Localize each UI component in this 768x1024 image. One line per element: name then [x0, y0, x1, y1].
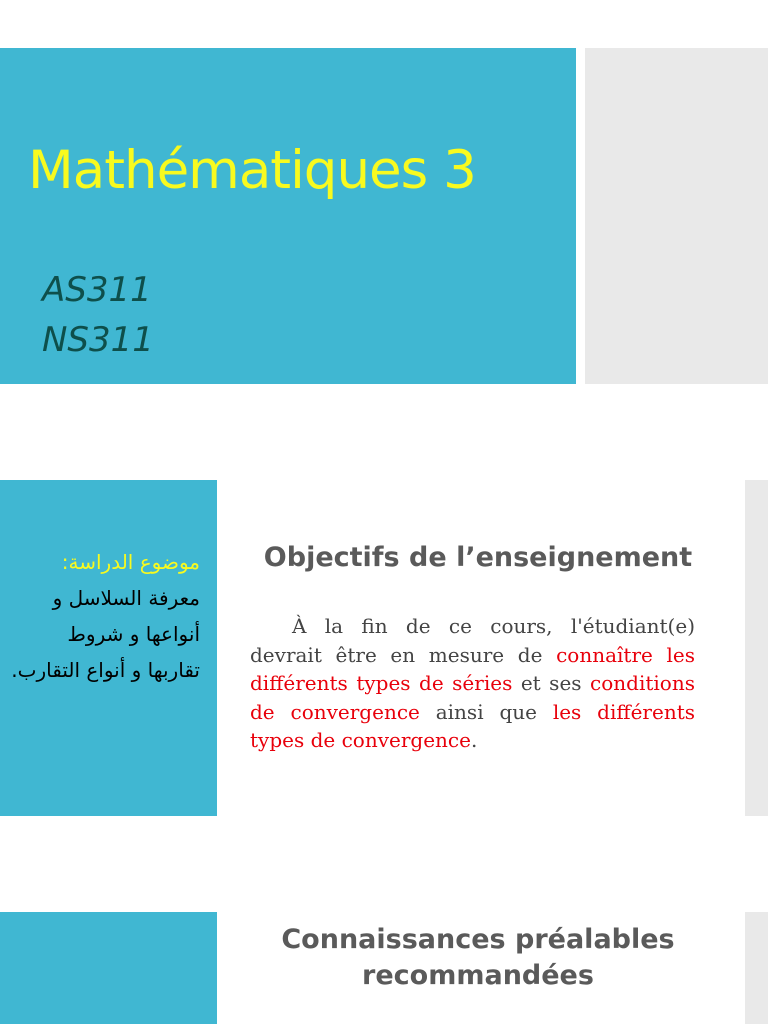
course-title: Mathématiques 3 [28, 140, 476, 201]
objectives-highlight-convergence-conditions: conditions de convergence [250, 671, 695, 724]
arabic-study-topic [10, 544, 200, 688]
objectives-highlight-convergence-types: les différents types de convergence [250, 699, 696, 752]
course-code-1: AS311 [42, 270, 152, 310]
arabic-topic-body: معرفة السلاسل و أنواعها و شروط تقاربها و أنواع التقارب. [11, 586, 200, 682]
objectives-heading: Objectifs de l’enseignement [263, 542, 693, 573]
objectives-text-part4: . [470, 728, 478, 752]
objectives-slide-side-panel [745, 480, 768, 816]
arabic-topic-label: موضوع الدراسة: [61, 550, 200, 574]
course-code-2: NS311 [42, 320, 154, 360]
prerequisites-slide-side-panel [745, 912, 768, 1024]
objectives-text-part1: À la fin de ce cours, l'étudiant(e) devrait être en mesure de [250, 614, 695, 667]
objectives-text-part2: et ses [512, 671, 591, 695]
prerequisites-heading: Connaissances préalables recommandées [281, 924, 675, 991]
objectives-text [250, 612, 695, 755]
title-slide-side-panel [585, 48, 768, 384]
objectives-text-part3: ainsi que [419, 699, 553, 724]
prerequisites-slide-panel [0, 912, 217, 1024]
objectives-highlight-series-types: connaître les différents types de séries [250, 642, 695, 695]
